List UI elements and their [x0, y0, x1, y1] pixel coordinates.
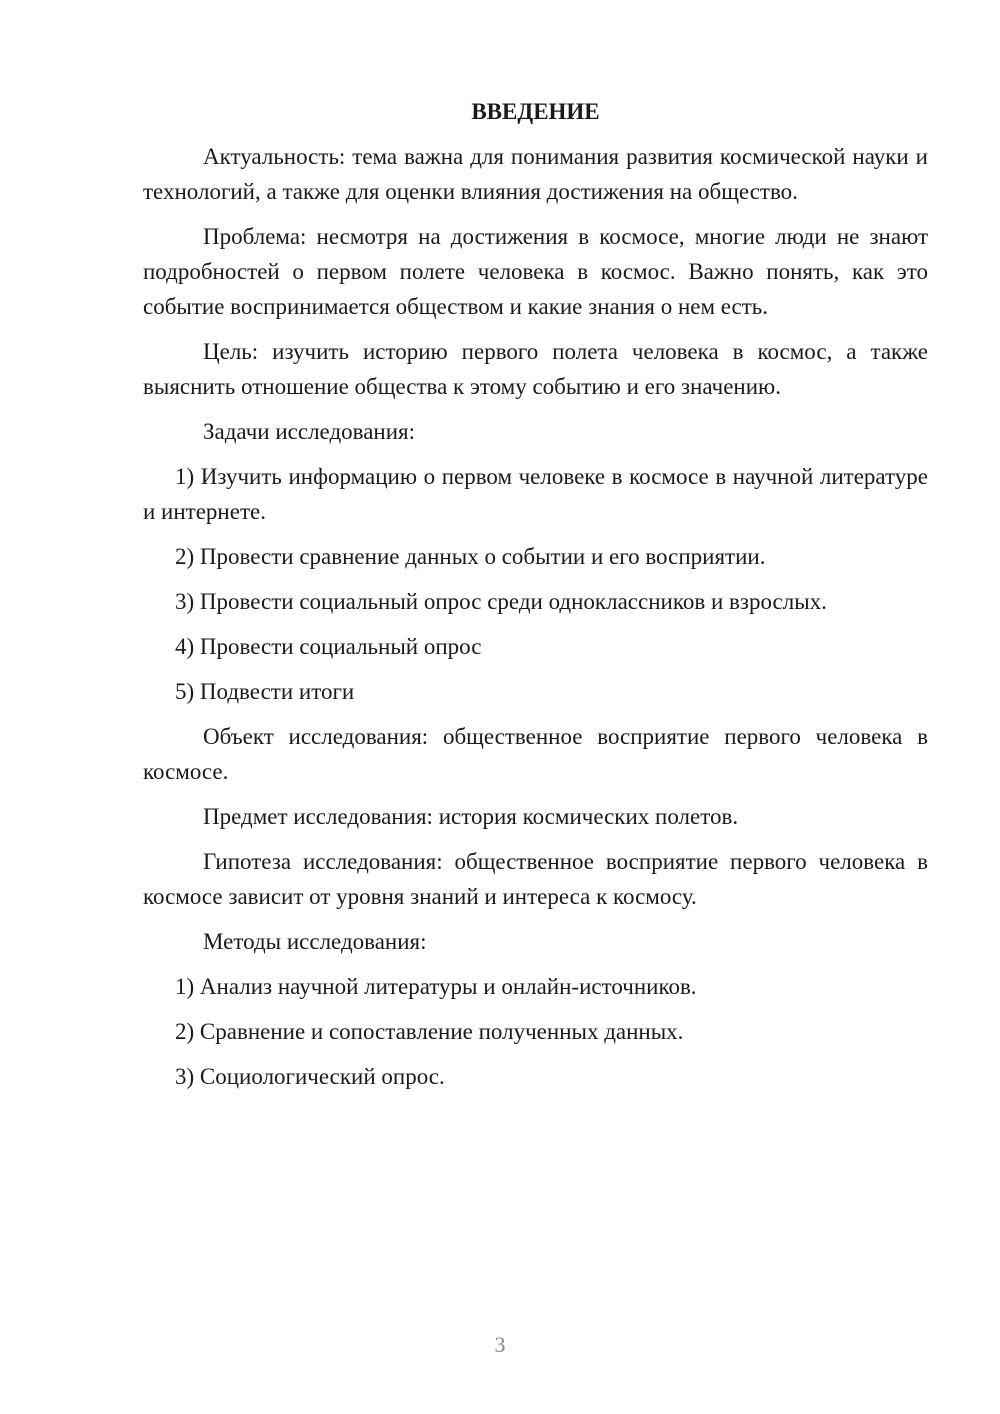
task-item: 3) Провести социальный опрос среди одноклассников и взрослых.: [175, 589, 827, 614]
task-item: 5) Подвести итоги: [175, 679, 355, 704]
goal-paragraph: Цель: изучить историю первого полета человека в космос, а также выяснить отношение общества к этому событию и его значению.: [143, 339, 928, 399]
hypothesis-paragraph: Гипотеза исследования: общественное восприятие первого человека в космосе зависит от уровня знаний и интереса к космосу.: [143, 849, 928, 909]
object-paragraph: Объект исследования: общественное восприятие первого человека в космосе.: [143, 724, 928, 784]
tasks-heading: Задачи исследования:: [203, 419, 416, 444]
page-number: 3: [494, 1332, 506, 1357]
task-item: 4) Провести социальный опрос: [175, 634, 482, 659]
subject-paragraph: Предмет исследования: история космических полетов.: [203, 804, 739, 829]
methods-heading: Методы исследования:: [203, 929, 427, 954]
relevance-paragraph: Актуальность: тема важна для понимания развития космической науки и технологий, а также для оценки влияния достижения на общество.: [143, 144, 928, 204]
page-content: [143, 94, 928, 1104]
method-item: 3) Социологический опрос.: [175, 1064, 445, 1089]
task-item: 1) Изучить информацию о первом человеке в космосе в научной литературе и интернете.: [143, 464, 928, 524]
problem-paragraph: Проблема: несмотря на достижения в космосе, многие люди не знают подробностей о первом полете человека в космос. Важно понять, как это событие воспринимается обществом и какие знания о нем есть.: [143, 224, 928, 319]
method-item: 1) Анализ научной литературы и онлайн-источников.: [175, 974, 697, 999]
page-title: ВВЕДЕНИЕ: [471, 99, 600, 124]
method-item: 2) Сравнение и сопоставление полученных данных.: [175, 1019, 684, 1044]
task-item: 2) Провести сравнение данных о событии и его восприятии.: [175, 544, 766, 569]
